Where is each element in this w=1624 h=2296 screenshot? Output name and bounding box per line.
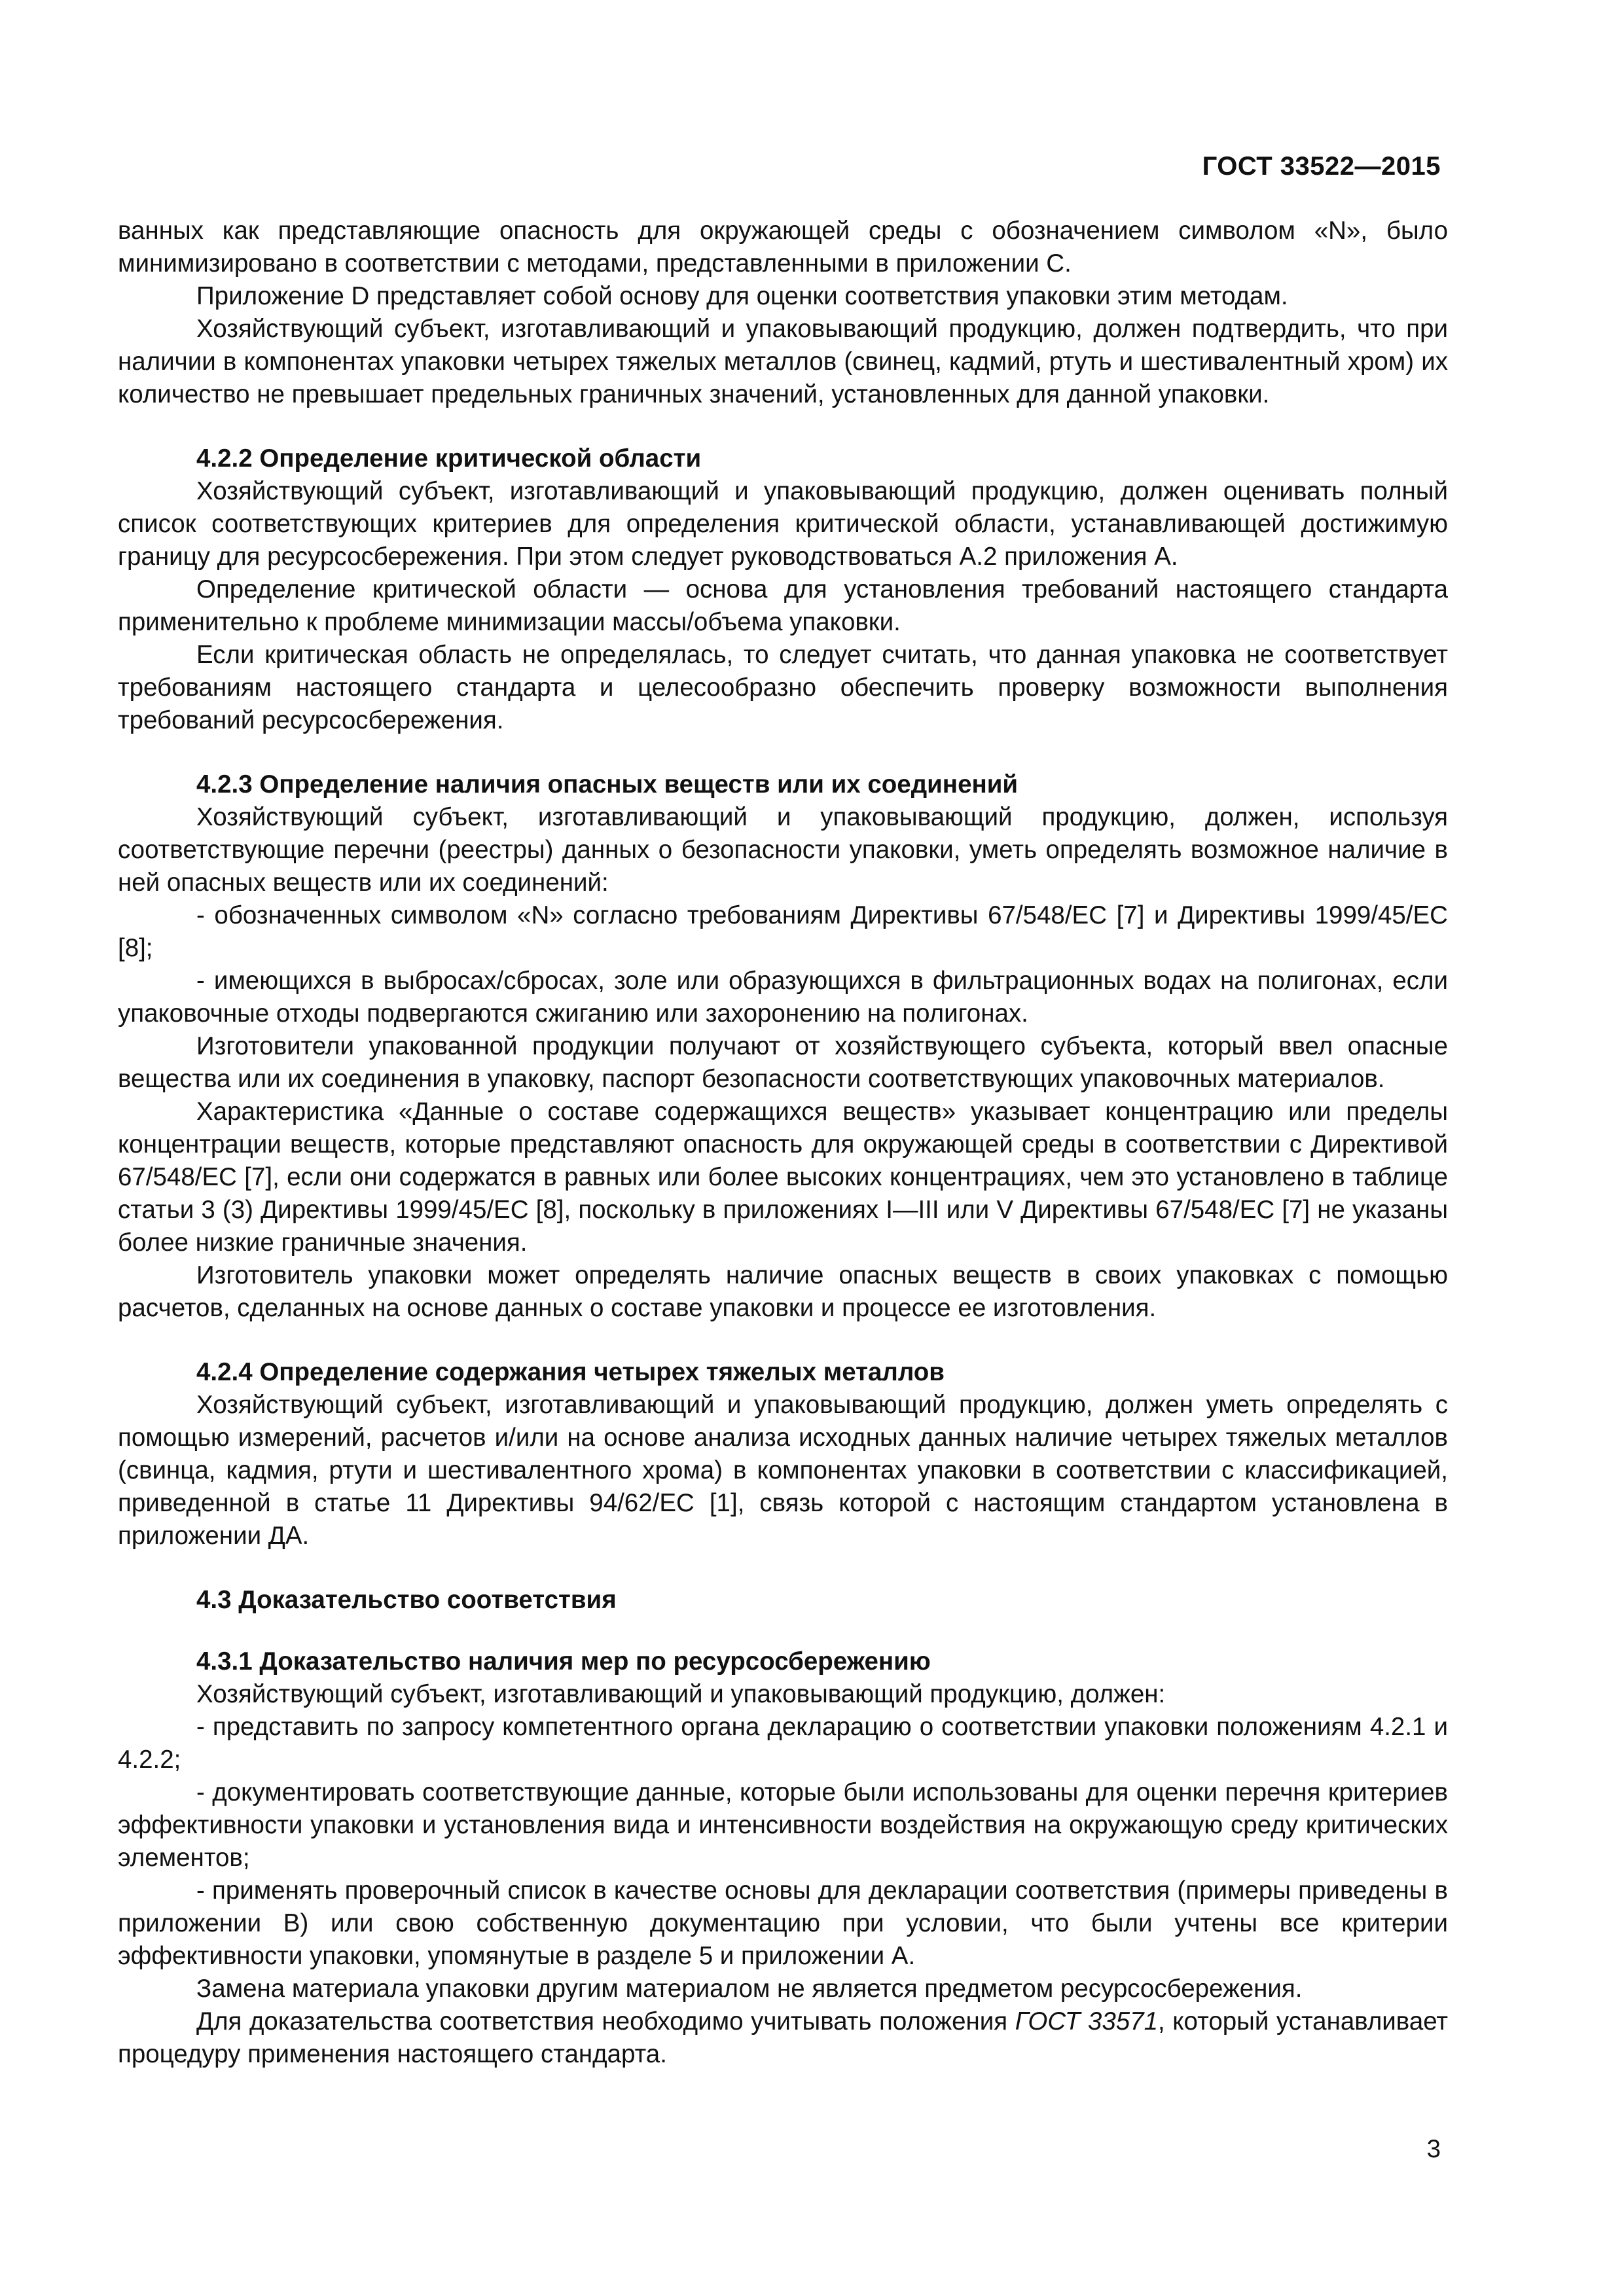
section-4-2-2-heading: 4.2.2 Определение критической области bbox=[196, 444, 702, 473]
section-4-3-1-list-item-3: - применять проверочный список в качестве основы для декларации соответствия (примеры приведены в приложении В) или свою собственную документацию при условии, что были учтены все критерии эффективности упаковки, упомянутые в разделе 5 и приложении А. bbox=[118, 1876, 1448, 1970]
section-4-3-1-list-item-1: - представить по запросу компетентного органа декларацию о соответствии упаковки положениям 4.2.1 и 4.2.2; bbox=[118, 1713, 1448, 1774]
paragraph-text-after-reference: , который устанавливает процедуру применения настоящего стандарта. bbox=[118, 2007, 1448, 2068]
section-4-2-3-paragraph-1: Хозяйствующий субъект, изготавливающий и упаковывающий продукцию, должен, используя соответствующие перечни (реестры) данных о безопасности упаковки, уметь определять возможное наличие в ней опасных веществ или их соединений: bbox=[118, 803, 1448, 897]
section-4-2-3-list-item-1: - обозначенных символом «N» согласно требованиям Директивы 67/548/ЕС [7] и Директивы 1999/45/ЕС [8]; bbox=[118, 901, 1448, 962]
intro-paragraph-1: ванных как представляющие опасность для окружающей среды с обозначением символом «N», было минимизировано в соответствии с методами, представленными в приложении С. bbox=[118, 217, 1448, 278]
paragraph-text-before-reference: Для доказательства соответствия необходимо учитывать положения bbox=[196, 2007, 1015, 2036]
section-4-2-2-paragraph-3: Если критическая область не определялась, то следует считать, что данная упаковка не соответствует требованиям настоящего стандарта и целесообразно обеспечить проверку возможности выполнения требований ресурсосбережения. bbox=[118, 641, 1448, 734]
section-4-2-2-paragraph-1: Хозяйствующий субъект, изготавливающий и упаковывающий продукцию, должен оценивать полный список соответствующих критериев для определения критической области, устанавливающей достижимую границу для ресурсосбережения. При этом следует руководствоваться А.2 приложения А. bbox=[118, 477, 1448, 571]
page-number: 3 bbox=[1426, 2135, 1441, 2163]
section-4-3-1-paragraph-3 bbox=[118, 2005, 1448, 2071]
section-4-2-3-paragraph-3: Характеристика «Данные о составе содержащихся веществ» указывает концентрацию или пределы концентрации веществ, которые представляют опасность для окружающей среды в соответствии с Директивой 67/548/ЕС [7], если они содержатся в равных или более высоких концентрациях, чем это установлено в таблице статьи 3 (3) Директивы 1999/45/ЕС [8], поскольку в приложениях I—III или V Директивы 67/548/ЕС [7] не указаны более низкие граничные значения. bbox=[118, 1098, 1448, 1257]
section-4-3-1-paragraph-2: Замена материала упаковки другим материалом не является предметом ресурсосбережения. bbox=[196, 1975, 1303, 2003]
intro-paragraph-3: Хозяйствующий субъект, изготавливающий и упаковывающий продукцию, должен подтвердить, что при наличии в компонентах упаковки четырех тяжелых металлов (свинец, кадмий, ртуть и шестивалентный хром) их количество не превышает предельных граничных значений, установленных для данной упаковки. bbox=[118, 315, 1448, 408]
section-4-2-3-paragraph-4: Изготовитель упаковки может определять наличие опасных веществ в своих упаковках с помощью расчетов, сделанных на основе данных о составе упаковки и процессе ее изготовления. bbox=[118, 1261, 1448, 1322]
document-code-header: ГОСТ 33522—2015 bbox=[1202, 152, 1441, 181]
section-4-2-4-heading: 4.2.4 Определение содержания четырех тяжелых металлов bbox=[196, 1358, 945, 1386]
document-body bbox=[118, 215, 1448, 2071]
section-4-2-4-paragraph-1: Хозяйствующий субъект, изготавливающий и упаковывающий продукцию, должен уметь определять с помощью измерений, расчетов и/или на основе анализа исходных данных наличие четырех тяжелых металлов (свинца, кадмия, ртути и шестивалентного хрома) в компонентах упаковки в соответствии с классификацией, приведенной в статье 11 Директивы 94/62/ЕС [1], связь которой с настоящим стандартом установлена в приложении ДА. bbox=[118, 1391, 1448, 1550]
section-4-2-3-paragraph-2: Изготовители упакованной продукции получают от хозяйствующего субъекта, который ввел опасные вещества или их соединения в упаковку, паспорт безопасности соответствующих упаковочных материалов. bbox=[118, 1032, 1448, 1093]
intro-paragraph-2: Приложение D представляет собой основу для оценки соответствия упаковки этим методам. bbox=[196, 282, 1288, 310]
section-4-3-1-heading: 4.3.1 Доказательство наличия мер по ресурсосбережению bbox=[196, 1647, 931, 1676]
standard-reference: ГОСТ 33571 bbox=[1015, 2007, 1158, 2036]
section-4-2-3-heading: 4.2.3 Определение наличия опасных веществ или их соединений bbox=[196, 770, 1019, 798]
section-4-2-2-paragraph-2: Определение критической области — основа для установления требований настоящего стандарта применительно к проблеме минимизации массы/объема упаковки. bbox=[118, 575, 1448, 636]
section-4-3-heading: 4.3 Доказательство соответствия bbox=[196, 1586, 617, 1614]
section-4-3-1-list-item-2: - документировать соответствующие данные, которые были использованы для оценки перечня критериев эффективности упаковки и установления вида и интенсивности воздействия на окружающую среду критических элементов; bbox=[118, 1778, 1448, 1872]
section-4-3-1-paragraph-1: Хозяйствующий субъект, изготавливающий и упаковывающий продукцию, должен: bbox=[196, 1680, 1166, 1708]
section-4-2-3-list-item-2: - имеющихся в выбросах/сбросах, золе или образующихся в фильтрационных водах на полигонах, если упаковочные отходы подвергаются сжиганию или захоронению на полигонах. bbox=[118, 967, 1448, 1028]
